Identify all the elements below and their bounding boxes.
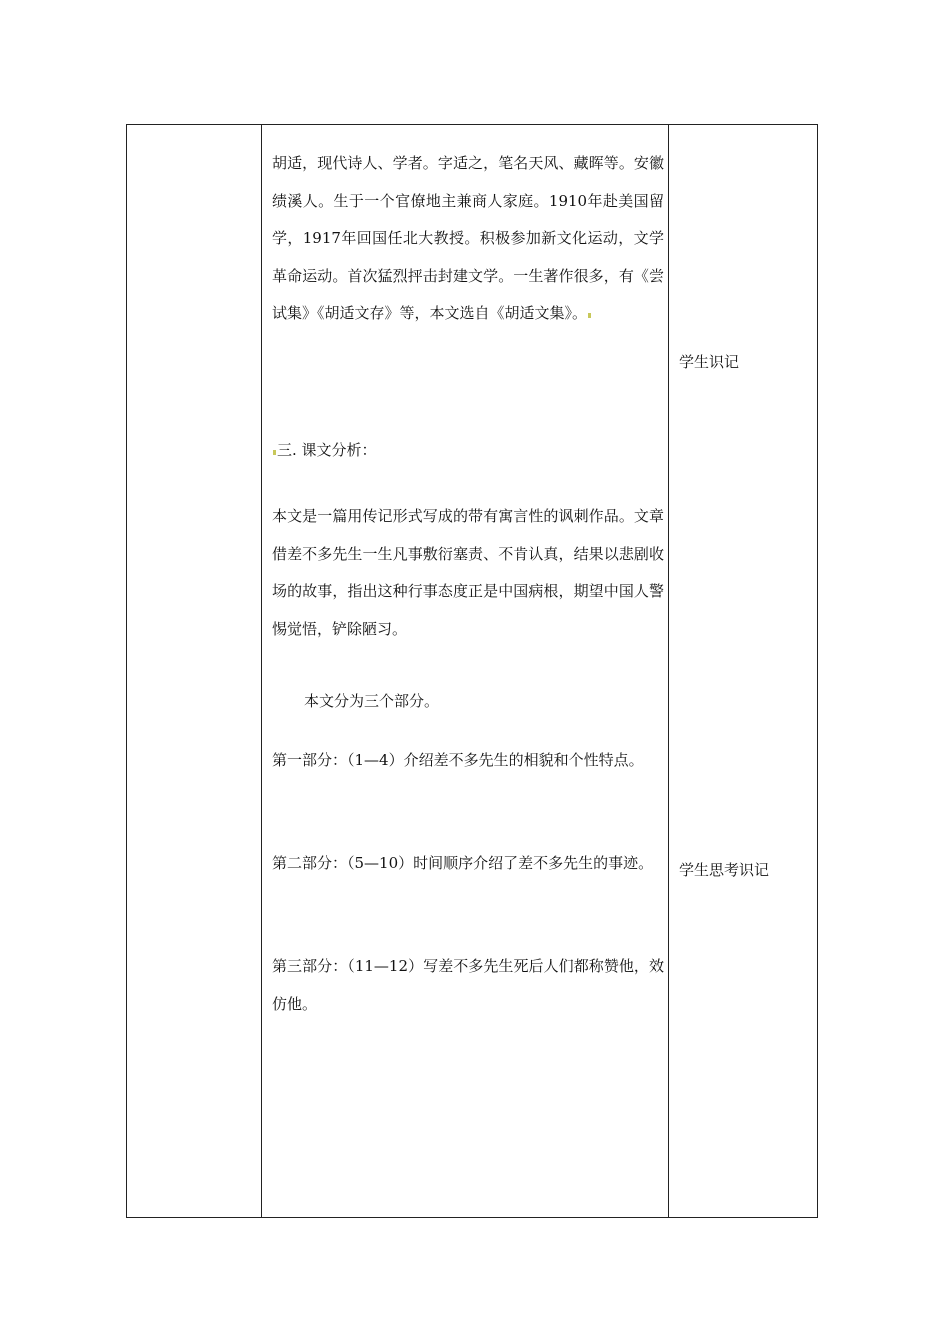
- lesson-table: [126, 124, 818, 1218]
- part1-paragraph: 第一部分：（1—4）介绍差不多先生的相貌和个性特点。: [272, 751, 644, 769]
- edit-mark-icon: [273, 450, 276, 455]
- part2-paragraph: 第二部分：（5—10）时间顺序介绍了差不多先生的事迹。: [272, 854, 654, 872]
- note-student-think-memorize: 学生思考识记: [679, 861, 770, 879]
- note-student-memorize: 学生识记: [679, 353, 740, 371]
- structure-intro-paragraph: 本文分为三个部分。: [304, 692, 440, 710]
- main-content-cell: [262, 125, 669, 1218]
- author-intro-text: 胡适，现代诗人、学者。字适之，笔名天风、藏晖等。安徽绩溪人。生于一个官僚地主兼商人家庭。1910年赴美国留学，1917年回国任北大教授。积极参加新文化运动，文学革命运动。首次猛烈抨击封建文学。一生著作很多，有《尝试集》《胡适文存》等，本文选自《胡适文集》。: [272, 154, 664, 322]
- analysis-paragraph: 本文是一篇用传记形式写成的带有寓言性的讽刺作品。文章借差不多先生一生凡事敷衍塞责、不肯认真，结果以悲剧收场的故事，指出这种行事态度正是中国病根，期望中国人警惕觉悟，铲除陋习。: [272, 507, 664, 638]
- section-heading: [272, 432, 664, 470]
- edit-mark-icon: [588, 313, 591, 318]
- part3-paragraph: 第三部分：（11—12）写差不多先生死后人们都称赞他，效仿他。: [272, 957, 664, 1013]
- section-heading-text: 三. 课文分析：: [277, 441, 377, 459]
- left-column-cell: [127, 125, 262, 1218]
- author-intro-paragraph: [272, 145, 664, 333]
- right-notes-cell: [669, 125, 818, 1218]
- table-row: [127, 125, 818, 1218]
